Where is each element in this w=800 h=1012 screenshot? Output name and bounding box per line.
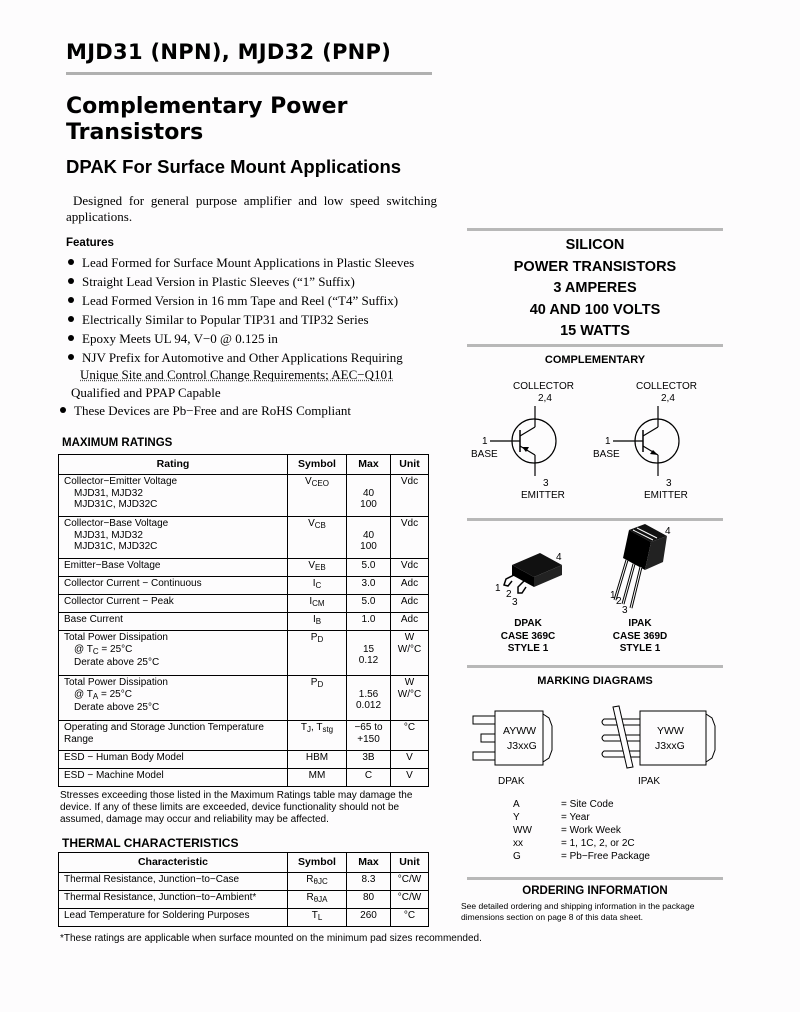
table-row xyxy=(59,751,429,769)
pin-3-label: 3 xyxy=(512,597,518,605)
summary-line: 15 WATTS xyxy=(560,323,630,339)
marking-diagrams-heading: MARKING DIAGRAMS xyxy=(537,675,653,687)
transistor-symbol-icon xyxy=(490,400,570,480)
symbol-cell: $R_{\theta JC}$ xyxy=(288,873,347,891)
symbol-cell: $V_{EB}$ xyxy=(288,559,347,577)
summary-line: SILICON xyxy=(565,237,625,253)
symbol-cell: $T_L$ xyxy=(288,909,347,927)
section-divider xyxy=(467,665,723,668)
legend-row: G = Pb−Free Package xyxy=(513,851,650,862)
symbol-cell: $R_{\theta JA}$ xyxy=(288,891,347,909)
ipak-package-label: IPAK CASE 369D STYLE 1 xyxy=(612,618,668,654)
unit-cell: °C/W xyxy=(391,891,429,909)
ipak-marking-line1: YWW xyxy=(657,725,684,737)
symbol-cell: HBM xyxy=(288,751,347,769)
max-cell: 3.0 xyxy=(347,577,391,595)
symbol-cell: $I_C$ xyxy=(288,577,347,595)
max-cell: 1.56 0.012 xyxy=(347,676,391,721)
symbol-cell: $I_{CM}$ xyxy=(288,595,347,613)
max-cell: 5.0 xyxy=(347,595,391,613)
collector-label: COLLECTOR xyxy=(636,381,697,392)
rating-cell: Collector−Emitter Voltage MJD31, MJD32 MJD31C, MJD32C xyxy=(59,475,288,517)
max-ratings-heading: MAXIMUM RATINGS xyxy=(62,437,173,449)
feature-item: These Devices are Pb−Free and are RoHS Compliant xyxy=(60,403,351,419)
table-row xyxy=(59,517,429,559)
pin-2-label: 2 xyxy=(506,589,512,600)
characteristic-cell: Thermal Resistance, Junction−to−Case xyxy=(59,873,288,891)
rating-cell: Collector Current − Continuous xyxy=(59,577,288,595)
max-cell: C xyxy=(347,769,391,787)
pin-3-label: 3 xyxy=(622,605,628,614)
summary-line: 3 AMPERES xyxy=(553,280,637,296)
collector-pins: 2,4 xyxy=(538,393,552,404)
bullet-icon xyxy=(68,278,74,284)
pin-2-label: 2 xyxy=(616,596,622,607)
max-cell: 40 100 xyxy=(347,517,391,559)
unit-cell: W W/°C xyxy=(391,676,429,721)
column-header: Characteristic xyxy=(59,853,288,873)
symbol-cell: $V_{CEO}$ xyxy=(288,475,347,517)
bullet-icon xyxy=(68,297,74,303)
pin-1-label: 1 xyxy=(610,590,616,601)
legend-row: xx = 1, 1C, 2, or 2C xyxy=(513,838,635,849)
rating-cell: ESD − Machine Model xyxy=(59,769,288,787)
base-label: BASE xyxy=(471,449,498,460)
table-row xyxy=(59,475,429,517)
column-header: Unit xyxy=(391,853,429,873)
section-divider xyxy=(467,344,723,347)
table-row xyxy=(59,577,429,595)
bullet-icon xyxy=(68,316,74,322)
bullet-icon xyxy=(68,259,74,265)
dpak-marking-diagram xyxy=(472,710,554,766)
feature-item: Electrically Similar to Popular TIP31 and TIP32 Series xyxy=(68,312,369,328)
page-subheading: DPAK For Surface Mount Applications xyxy=(66,156,402,177)
ipak-marking-diagram xyxy=(598,705,723,770)
table-row xyxy=(59,631,429,676)
dpak-package-icon xyxy=(492,545,567,605)
dpak-marking-line1: AYWW xyxy=(503,725,537,737)
symbol-cell: $P_D$ xyxy=(288,631,347,676)
max-ratings-table xyxy=(58,454,429,787)
max-cell: 80 xyxy=(347,891,391,909)
summary-line: POWER TRANSISTORS xyxy=(513,258,677,275)
pin-4-label: 4 xyxy=(556,552,562,563)
feature-item: Straight Lead Version in Plastic Sleeves (“1” Suffix) xyxy=(68,274,355,290)
unit-cell: Adc xyxy=(391,595,429,613)
rating-cell: Emitter−Base Voltage xyxy=(59,559,288,577)
ipak-marking-label: IPAK xyxy=(638,776,661,787)
column-header: Symbol xyxy=(288,455,347,475)
rating-cell: Total Power Dissipation @ $T_A = 25^\circ C$ Derate above 25°C xyxy=(59,676,288,721)
column-header: Max xyxy=(347,853,391,873)
legend-row: Y = Year xyxy=(513,812,590,823)
ipak-marking-line2: J3xxG xyxy=(655,740,685,752)
emitter-label: EMITTER xyxy=(644,490,688,501)
unit-cell: Adc xyxy=(391,577,429,595)
unit-cell: V xyxy=(391,751,429,769)
table-row xyxy=(59,909,429,927)
summary-line: 40 AND 100 VOLTS xyxy=(529,301,661,318)
bullet-icon xyxy=(68,354,74,360)
unit-cell: °C xyxy=(391,721,429,751)
pin-4-label: 4 xyxy=(665,526,671,537)
table-row xyxy=(59,595,429,613)
max-cell: 8.3 xyxy=(347,873,391,891)
collector-label: COLLECTOR xyxy=(513,381,574,392)
max-cell: 260 xyxy=(347,909,391,927)
thermal-heading: THERMAL CHARACTERISTICS xyxy=(62,836,239,850)
max-cell: 1.0 xyxy=(347,613,391,631)
table-row xyxy=(59,873,429,891)
rating-cell: Collector−Base Voltage MJD31, MJD32 MJD31C, MJD32C xyxy=(59,517,288,559)
ipak-package-icon xyxy=(605,522,675,614)
table-header-row xyxy=(59,455,429,475)
rating-cell: ESD − Human Body Model xyxy=(59,751,288,769)
feature-item: Lead Formed Version in 16 mm Tape and Reel (“T4” Suffix) xyxy=(68,293,398,309)
rating-cell: Collector Current − Peak xyxy=(59,595,288,613)
pin-1-label: 1 xyxy=(495,583,501,594)
legend-row: WW = Work Week xyxy=(513,825,621,836)
base-pin: 1 xyxy=(605,436,611,447)
characteristic-cell: Thermal Resistance, Junction−to−Ambient* xyxy=(59,891,288,909)
symbol-cell: $P_D$ xyxy=(288,676,347,721)
symbol-cell: MM xyxy=(288,769,347,787)
part-title: MJD31 (NPN), MJD32 (PNP) xyxy=(66,40,392,64)
table-row xyxy=(59,559,429,577)
ordering-text: See detailed ordering and shipping information in the package dimensions section on page 8 of this data sheet. xyxy=(461,901,695,922)
max-cell: 5.0 xyxy=(347,559,391,577)
unit-cell: Adc xyxy=(391,613,429,631)
table-header-row xyxy=(59,853,429,873)
emitter-label: EMITTER xyxy=(521,490,565,501)
transistor-symbol-icon xyxy=(613,400,693,480)
feature-item: NJV Prefix for Automotive and Other Applications Requiring xyxy=(68,350,403,366)
rating-cell: Base Current xyxy=(59,613,288,631)
summary-box xyxy=(467,235,723,343)
section-divider xyxy=(467,518,723,521)
bullet-icon xyxy=(60,407,66,413)
max-cell: −65 to +150 xyxy=(347,721,391,751)
features-heading: Features xyxy=(66,237,114,249)
feature-item-continuation: Qualified and PPAP Capable xyxy=(71,385,221,400)
complementary-heading: COMPLEMENTARY xyxy=(544,354,646,366)
unit-cell: W W/°C xyxy=(391,631,429,676)
page-heading: Complementary Power Transistors xyxy=(66,94,348,145)
symbol-cell: $T_J$, $T_{stg}$ xyxy=(288,721,347,751)
intro-paragraph: Designed for general purpose amplifier and low speed switching applications. xyxy=(66,193,437,224)
column-header: Max xyxy=(347,455,391,475)
thermal-table xyxy=(58,852,429,927)
dpak-marking-label: DPAK xyxy=(498,776,525,787)
thermal-footnote: *These ratings are applicable when surface mounted on the minimum pad sizes recommended. xyxy=(60,933,482,944)
symbol-cell: $V_{CB}$ xyxy=(288,517,347,559)
dpak-package-label: DPAK CASE 369C STYLE 1 xyxy=(500,618,556,654)
characteristic-cell: Lead Temperature for Soldering Purposes xyxy=(59,909,288,927)
feature-item-continuation: Unique Site and Control Change Requirements; AEC−Q101 xyxy=(80,367,394,382)
column-header: Rating xyxy=(59,455,288,475)
section-divider xyxy=(467,228,723,231)
symbol-cell: $I_B$ xyxy=(288,613,347,631)
table-row xyxy=(59,613,429,631)
emitter-pin: 3 xyxy=(666,478,672,489)
table-row xyxy=(59,891,429,909)
base-pin: 1 xyxy=(482,436,488,447)
column-header: Unit xyxy=(391,455,429,475)
feature-item: Lead Formed for Surface Mount Applications in Plastic Sleeves xyxy=(68,255,414,271)
ordering-heading: ORDERING INFORMATION xyxy=(522,885,668,897)
unit-cell: °C xyxy=(391,909,429,927)
collector-pins: 2,4 xyxy=(661,393,675,404)
rating-cell: Operating and Storage Junction Temperature Range xyxy=(59,721,288,751)
unit-cell: Vdc xyxy=(391,475,429,517)
unit-cell: V xyxy=(391,769,429,787)
title-divider xyxy=(66,72,432,75)
unit-cell: Vdc xyxy=(391,517,429,559)
legend-row: A = Site Code xyxy=(513,799,614,810)
unit-cell: °C/W xyxy=(391,873,429,891)
bullet-icon xyxy=(68,335,74,341)
base-label: BASE xyxy=(593,449,620,460)
feature-item: Epoxy Meets UL 94, V−0 @ 0.125 in xyxy=(68,331,278,347)
max-cell: 40 100 xyxy=(347,475,391,517)
unit-cell: Vdc xyxy=(391,559,429,577)
column-header: Symbol xyxy=(288,853,347,873)
section-divider xyxy=(467,877,723,880)
stress-note: Stresses exceeding those listed in the Maximum Ratings table may damage the device. If any of these limits are exceeded, device functionality should not be assumed, damage may occur and reliability may be affected. xyxy=(60,790,413,825)
marking-legend xyxy=(513,798,650,863)
max-cell: 15 0.12 xyxy=(347,631,391,676)
table-row xyxy=(59,769,429,787)
emitter-pin: 3 xyxy=(543,478,549,489)
table-row xyxy=(59,676,429,721)
rating-cell: Total Power Dissipation @ $T_C = 25^\circ C$ Derate above 25°C xyxy=(59,631,288,676)
table-row xyxy=(59,721,429,751)
max-cell: 3B xyxy=(347,751,391,769)
dpak-marking-line2: J3xxG xyxy=(507,740,537,752)
